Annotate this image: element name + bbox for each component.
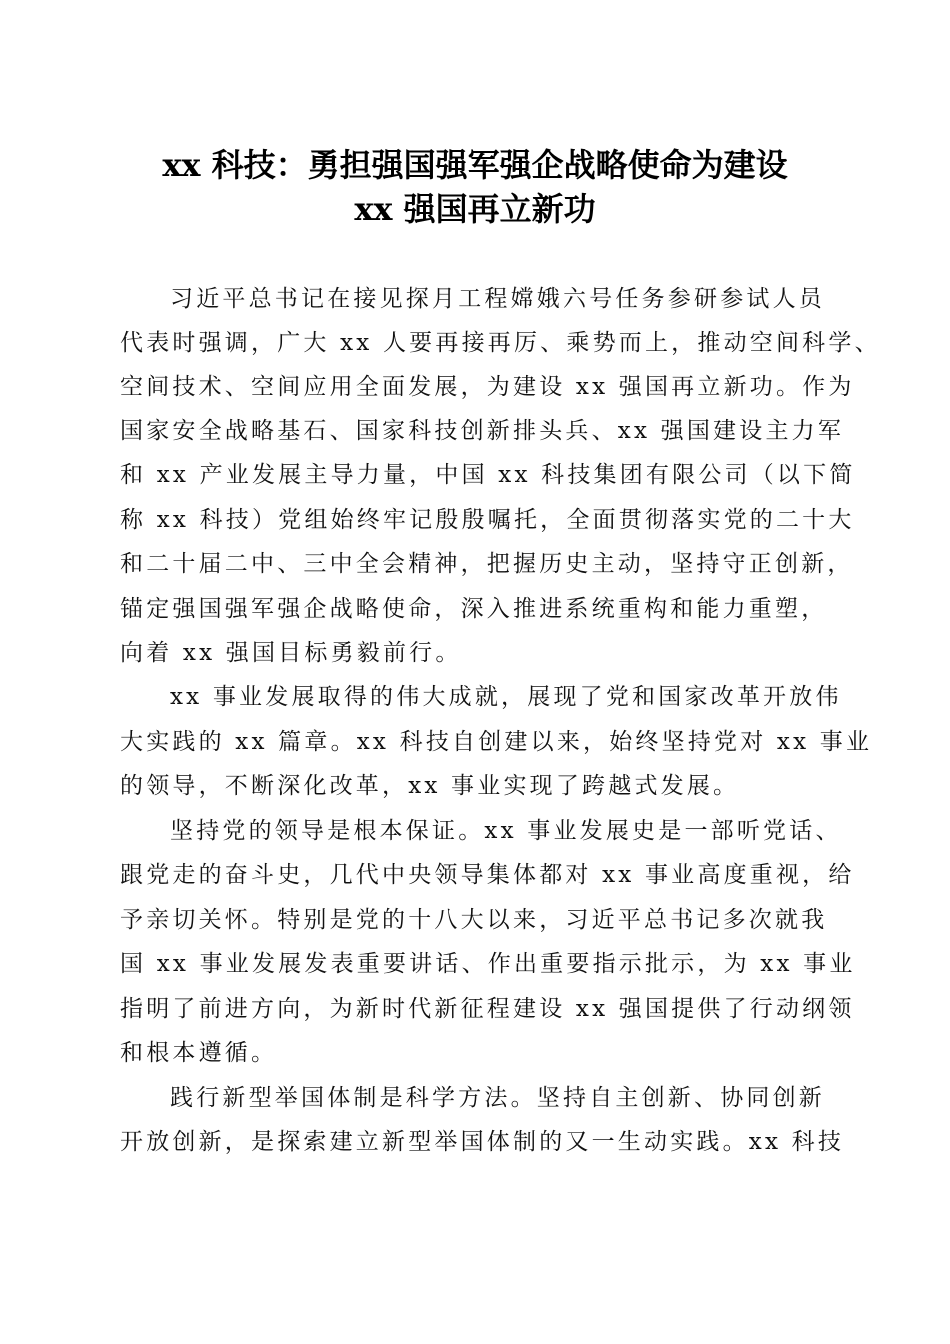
paragraph-line: 代表时强调，广大 xx 人要再接再厉、乘势而上，推动空间科学、 — [120, 330, 881, 356]
paragraph-line: 跟党走的奋斗史，几代中央领导集体都对 xx 事业高度重视，给 — [120, 862, 855, 888]
paragraph-line: 习近平总书记在接见探月工程嫦娥六号任务参研参试人员 — [170, 286, 825, 312]
document-title-line-1: xx 科技：勇担强国强军强企战略使命为建设 — [162, 146, 788, 184]
paragraph-line: 国家安全战略基石、国家科技创新排头兵、xx 强国建设主力军 — [120, 418, 845, 444]
paragraph-line: 大实践的 xx 篇章。xx 科技自创建以来，始终坚持党对 xx 事业 — [120, 729, 873, 755]
document-title-line-2: xx 强国再立新功 — [354, 190, 596, 228]
paragraph-line: xx 事业发展取得的伟大成就，展现了党和国家改革开放伟 — [170, 684, 842, 710]
paragraph-line: 向着 xx 强国目标勇毅前行。 — [120, 640, 462, 666]
paragraph-line: 坚持党的领导是根本保证。xx 事业发展史是一部听党话、 — [170, 818, 842, 844]
paragraph-line: 的领导，不断深化改革，xx 事业实现了跨越式发展。 — [120, 773, 740, 799]
paragraph-line: 国 xx 事业发展发表重要讲话、作出重要指示批示，为 xx 事业 — [120, 951, 856, 977]
paragraph-line: 称 xx 科技）党组始终牢记殷殷嘱托，全面贯彻落实党的二十大 — [120, 507, 855, 533]
paragraph-line: 和根本遵循。 — [120, 1040, 278, 1066]
paragraph-line: 空间技术、空间应用全面发展，为建设 xx 强国再立新功。作为 — [120, 374, 855, 400]
paragraph-line: 锚定强国强军强企战略使命，深入推进系统重构和能力重塑， — [120, 596, 828, 622]
paragraph-line: 践行新型举国体制是科学方法。坚持自主创新、协同创新 — [170, 1085, 825, 1111]
paragraph-line: 开放创新，是探索建立新型举国体制的又一生动实践。xx 科技 — [120, 1129, 845, 1155]
paragraph-line: 和二十届二中、三中全会精神，把握历史主动，坚持守正创新， — [120, 551, 854, 577]
paragraph-line: 指明了前进方向，为新时代新征程建设 xx 强国提供了行动纲领 — [120, 996, 855, 1022]
paragraph-line: 和 xx 产业发展主导力量，中国 xx 科技集团有限公司（以下简 — [120, 462, 856, 488]
paragraph-line: 予亲切关怀。特别是党的十八大以来，习近平总书记多次就我 — [120, 907, 828, 933]
